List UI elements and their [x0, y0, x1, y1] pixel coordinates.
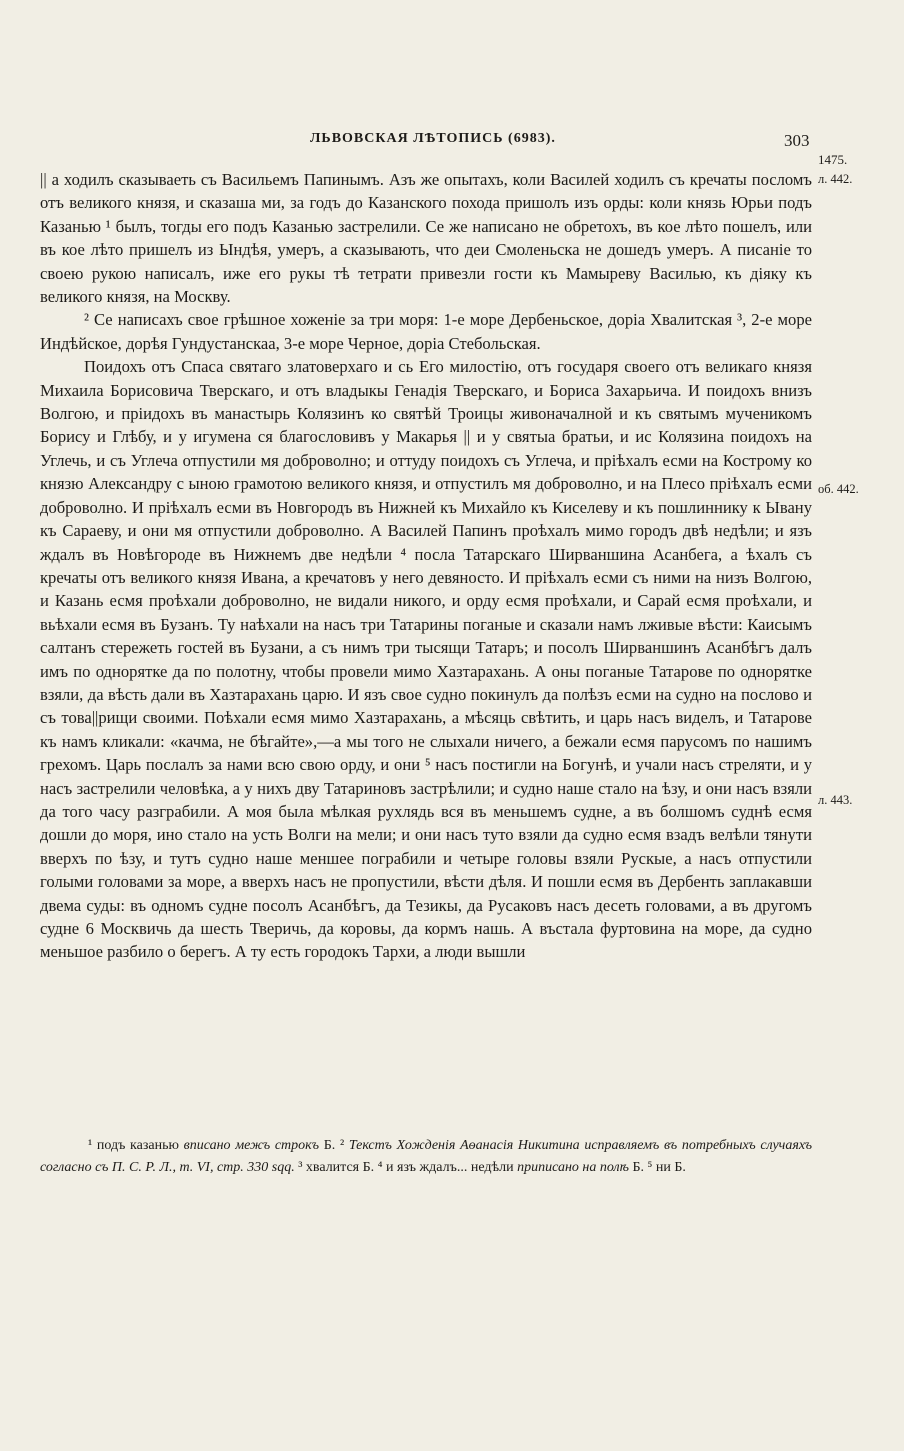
page-number: 303	[784, 131, 810, 150]
footnote-1-italic: вписано межъ строкъ	[183, 1138, 319, 1153]
paragraph-3: Поидохъ отъ Спаса святаго златоверхаго и сь Его милостію, отъ государя своего отъ великаго князя Михаила Борисовича Тверскаго, и отъ владыкы Генадія Тверскаго, и Бориса Захарьича. И поидохъ внизъ Волгою, и пріидохъ въ манастырь Колязинъ ко святѣй Троицы живоначалной и къ святымъ мученикомъ Борису и Глѣбу, и у игумена ся благословивъ у Макарья || и у святыа братьи, и ис Колязина поидохъ на Углечь, и съ Углеча отпустили мя доброволно; и оттуду поидохъ съ Углеча, и пріѣхалъ есми на Кострому ко князю Александру с ыною грамотою великого князя, и отпустилъ мя доброволно, и на Плесо пріѣхалъ есми доброволно. И пріѣхалъ есми въ Новгородъ въ Нижней къ Михайло къ Киселеву и къ пошлиннику к Ывану къ Сараеву, и они мя отпустили доброволно. А Василей Папинъ проѣхалъ мимо городъ двѣ недѣли; и язъ ждалъ въ Новѣгороде въ Нижнемъ две недѣли ⁴ посла Татарскаго Ширваншина Асанбега, а ѣхалъ съ кречаты отъ великого князя Ивана, а кречатовъ у него девяносто. И пріѣхалъ есми съ ними на низъ Волгою, и Казань есмя проѣхали доброволно, не видали никого, и орду есмя проѣхали, и Сарай есмя проѣхали, и вьѣхали есмя въ Бузанъ. Ту наѣхали на насъ три Татарины поганые и сказали намъ лживые вѣсти: Каисымъ салтанъ стережеть гостей въ Бузани, а съ нимъ три тысящи Татаръ; и посолъ Ширваншинъ Асанбѣгъ далъ имъ по однорятке да по полотну, чтобы провели мимо Хазтарахань. А оны поганые Татарове по однорятке взяли, да вѣсть дали въ Хазтарахань царю. И язъ свое судно покинулъ да полѣзъ есми на судно на пословo и съ това||рищи своими. Поѣхали есмя мимо Хазтарахань, а мѣсяць свѣтить, и царь насъ виделъ, и Татарове къ намъ кликали: «качма, не бѣгайте»,—а мы того не слыхали ничего, а бежали есмя парусомъ по нашимъ грехомъ. Царь послалъ за нами всю свою орду, и они ⁵ насъ постигли на Богунѣ, и учали насъ стреляти, и у насъ застрелили человѣка, а у нихъ дву Татариновъ застрѣлили; и судно наше стало на ѣзу, и они насъ взяли да того часу разграбили. А моя была мѣлкая рухлядь вся въ меньшемъ судне, а въ болшомъ суднѣ есмя дошли до моря, ино стало на усть Волги на мели; и они насъ туто взяли да судно есмя взадъ велѣли тянути вверхъ по ѣзу, и тутъ судно наше меншее пограбили и четыре головы взяли Рускые, а насъ отпустили голыми головами за море, а вверхъ насъ не пропустили, вѣсти дѣля. И пошли есмя въ Дербенть заплакавши двема суды: въ одномъ судне посолъ Асанбѣгъ, да Тезикы, да Русаковъ насъ десеть головами, а въ другомъ судне 6 Москвичь да шесть Тверичь, да коровы, да кормъ нашь. А въстала фуртовина на море, да судно меньшое разбило о берегъ. А ту есть городокъ Тархи, а люди вышли	[40, 357, 812, 962]
footnote-5: ⁵ ни Б.	[647, 1160, 686, 1175]
margin-note-leaf-442: л. 442.	[818, 172, 853, 186]
running-title: ЛЬВОВСКАЯ ЛѢТОПИСЬ (6983).	[310, 131, 556, 146]
margin-note-leaf-443: л. 443.	[818, 793, 853, 807]
footnote-1-source: Б.	[318, 1138, 340, 1153]
page-header	[0, 131, 904, 153]
footnotes	[40, 1135, 812, 1179]
paragraph-1: || а ходилъ сказываеть съ Васильемъ Папинымъ. Азъ же опытахъ, коли Василей ходилъ съ кречаты посломъ отъ великого князя, и сказаша ми, за годъ до Казанского похода пришолъ изъ орды: коли князь Юрьи подъ Казанью ¹ былъ, тогды его подъ Казанью застрелили. Се же написано не обретохъ, въ кое лѣто пошелъ, или въ кое лѣто пришелъ из Ындѣя, умеръ, а сказывають, что деи Смоленьска не дошедъ умеръ. А писаніе то своею рукою написалъ, иже его рукы тѣ тетрати привезли гости къ Мамыреву Василью, къ діяку къ великого князя, на Москву.	[40, 170, 812, 307]
footnote-4-italic: приписано на полѣ	[517, 1160, 629, 1175]
margin-year: 1475.	[818, 152, 848, 167]
footnote-4-text: ⁴ и язъ ждалъ... недѣли	[377, 1160, 518, 1175]
footnote-3: ³ хвалится Б.	[294, 1160, 378, 1175]
footnote-4-source: Б.	[628, 1160, 648, 1175]
footnote-2-italic: Текстъ Хожденія Аѳанасія Никитина исправляемъ въ потребныхъ случаяхъ согласно съ П. С. Р. Л., т. VI, стр. 330 sqq.	[40, 1138, 812, 1175]
paragraph-2: ² Се написахъ свое грѣшное хоженіе за три моря: 1-е море Дербеньское, доріа Хвалитская ³, 2-е море Индѣйское, дорѣя Гундустанскаа, 3-е море Черное, доріа Стебольская.	[40, 310, 812, 353]
footnote-1-text: ¹ подъ казанью	[88, 1138, 184, 1153]
footnote-2-marker: ²	[339, 1138, 349, 1153]
main-text	[40, 168, 812, 964]
margin-note-verso-442: об. 442.	[818, 482, 859, 496]
